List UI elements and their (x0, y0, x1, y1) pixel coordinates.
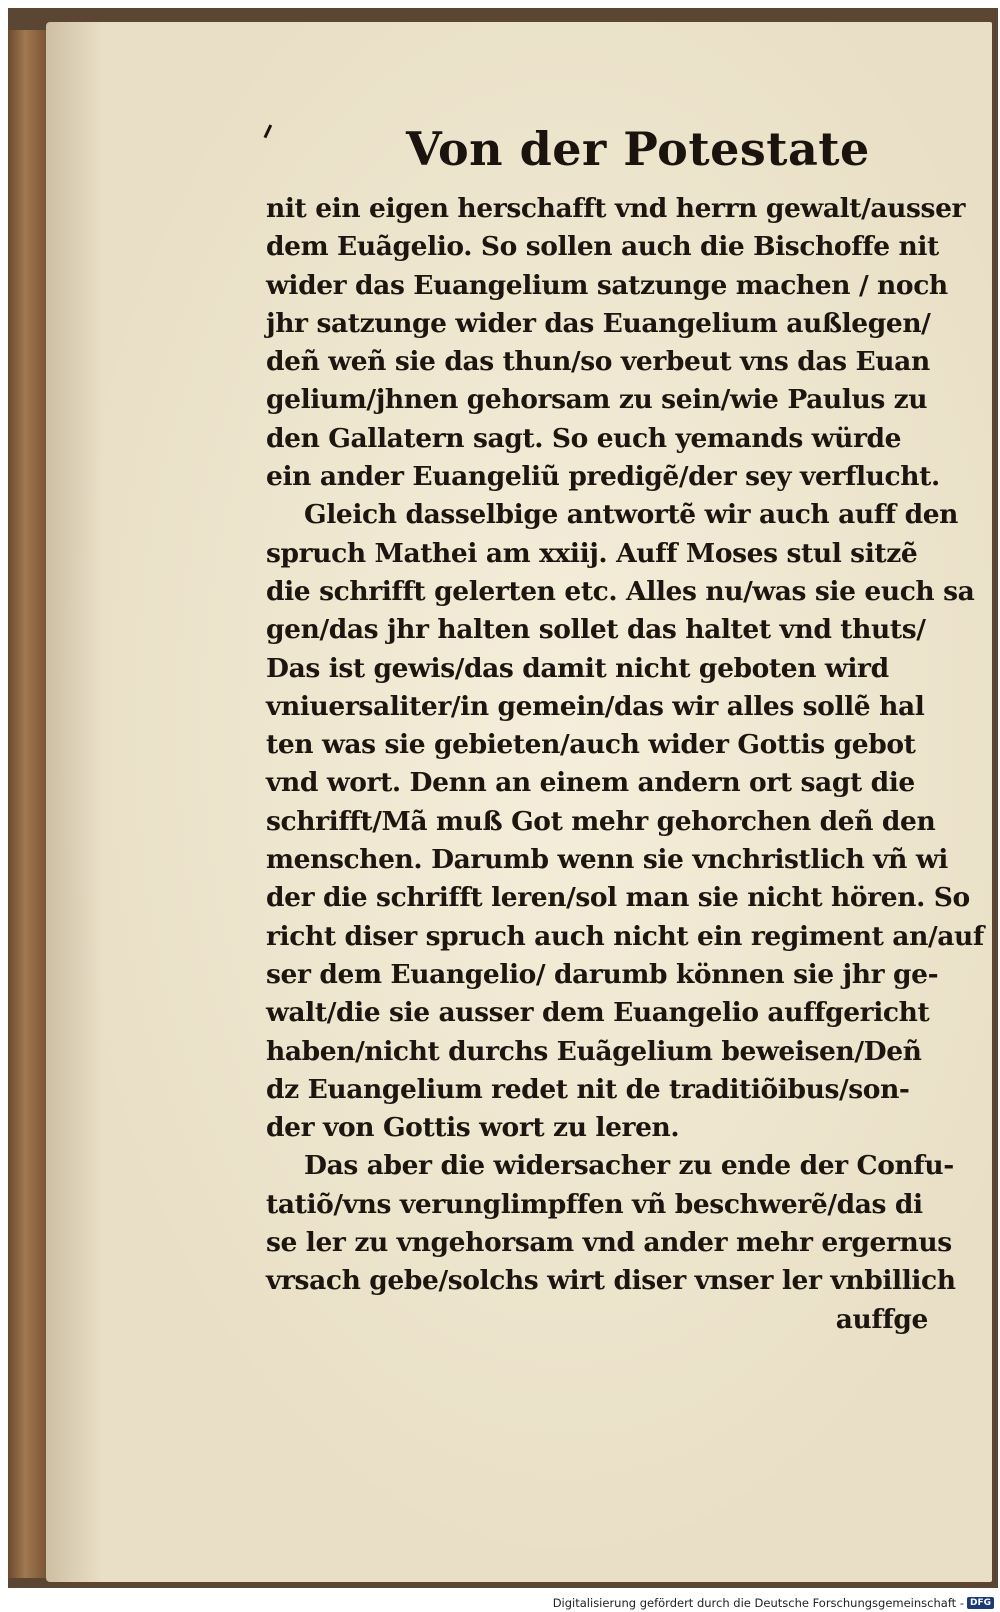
text-line: der die schrifft leren/sol man sie nicht hören. So (266, 882, 970, 914)
text-line: wider das Euangelium satzunge machen / noch (266, 269, 948, 301)
text-line: ser dem Euangelio/ darumb können sie jhr ge- (266, 958, 939, 990)
text-line: gelium/jhnen gehorsam zu sein/wie Paulus zu (266, 384, 928, 416)
dfg-logo-icon: DFG (967, 1597, 994, 1609)
text-line: vnd wort. Denn an einem andern ort sagt die (266, 767, 915, 799)
text-line: menschen. Darumb wenn sie vnchristlich vñ wi (266, 844, 948, 876)
text-line: ein ander Euangeliũ predigẽ/der sey verflucht. (266, 461, 940, 493)
credit-text: Digitalisierung gefördert durch die Deutsche Forschungsgemeinschaft - (552, 1596, 964, 1610)
text-line: walt/die sie ausser dem Euangelio auffgericht (266, 997, 930, 1029)
text-line: vrsach gebe/solchs wirt diser vnser ler vnbillich (266, 1265, 956, 1297)
paragraph-start-line: Das aber die widersacher zu ende der Confu- (304, 1150, 954, 1182)
text-line: haben/nicht durchs Euãgelium beweisen/Deñ (266, 1035, 922, 1067)
text-line: den Gallatern sagt. So euch yemands würde (266, 422, 902, 454)
text-line: spruch Mathei am xxiij. Auff Moses stul sitzẽ (266, 537, 918, 569)
paragraph-start-line: Gleich dasselbige antwortẽ wir auch auff den (304, 499, 959, 531)
text-line: jhr satzunge wider das Euangelium außlegen/ (266, 307, 931, 339)
text-line: Das ist gewis/das damit nicht geboten wird (266, 652, 889, 684)
text-line: vniuersaliter/in gemein/das wir alles sollẽ hal (266, 690, 925, 722)
book-spine-edge (8, 30, 46, 1578)
digitization-credit (553, 1596, 994, 1610)
text-line: gen/das jhr halten sollet das haltet vnd thuts/ (266, 614, 926, 646)
printer-mark (264, 124, 280, 141)
text-line: ten was sie gebieten/auch wider Gottis gebot (266, 729, 916, 761)
catchword: auffge (835, 1303, 928, 1335)
text-line: se ler zu vngehorsam vnd ander mehr ergernus (266, 1227, 952, 1259)
text-line: richt diser spruch auch nicht ein regiment an/auf (266, 920, 984, 952)
body-text (266, 190, 984, 1339)
text-line: dem Euãgelio. So sollen auch die Bischoffe nit (266, 231, 939, 263)
text-line: der von Gottis wort zu leren. (266, 1112, 680, 1144)
running-heading: Von der Potestate (406, 122, 870, 176)
text-line: tatiõ/vns verunglimpffen vñ beschwerẽ/das di (266, 1188, 923, 1220)
text-line: nit ein eigen herschafft vnd herrn gewalt/ausser (266, 193, 966, 224)
text-line: schrifft/Mã muß Got mehr gehorchen deñ den (266, 805, 936, 837)
book-page (46, 22, 992, 1582)
text-line: dz Euangelium redet nit de traditiõibus/son- (266, 1073, 910, 1105)
text-line: deñ weñ sie das thun/so verbeut vns das Euan (266, 346, 930, 378)
text-line: die schrifft gelerten etc. Alles nu/was sie euch sa (266, 575, 975, 607)
